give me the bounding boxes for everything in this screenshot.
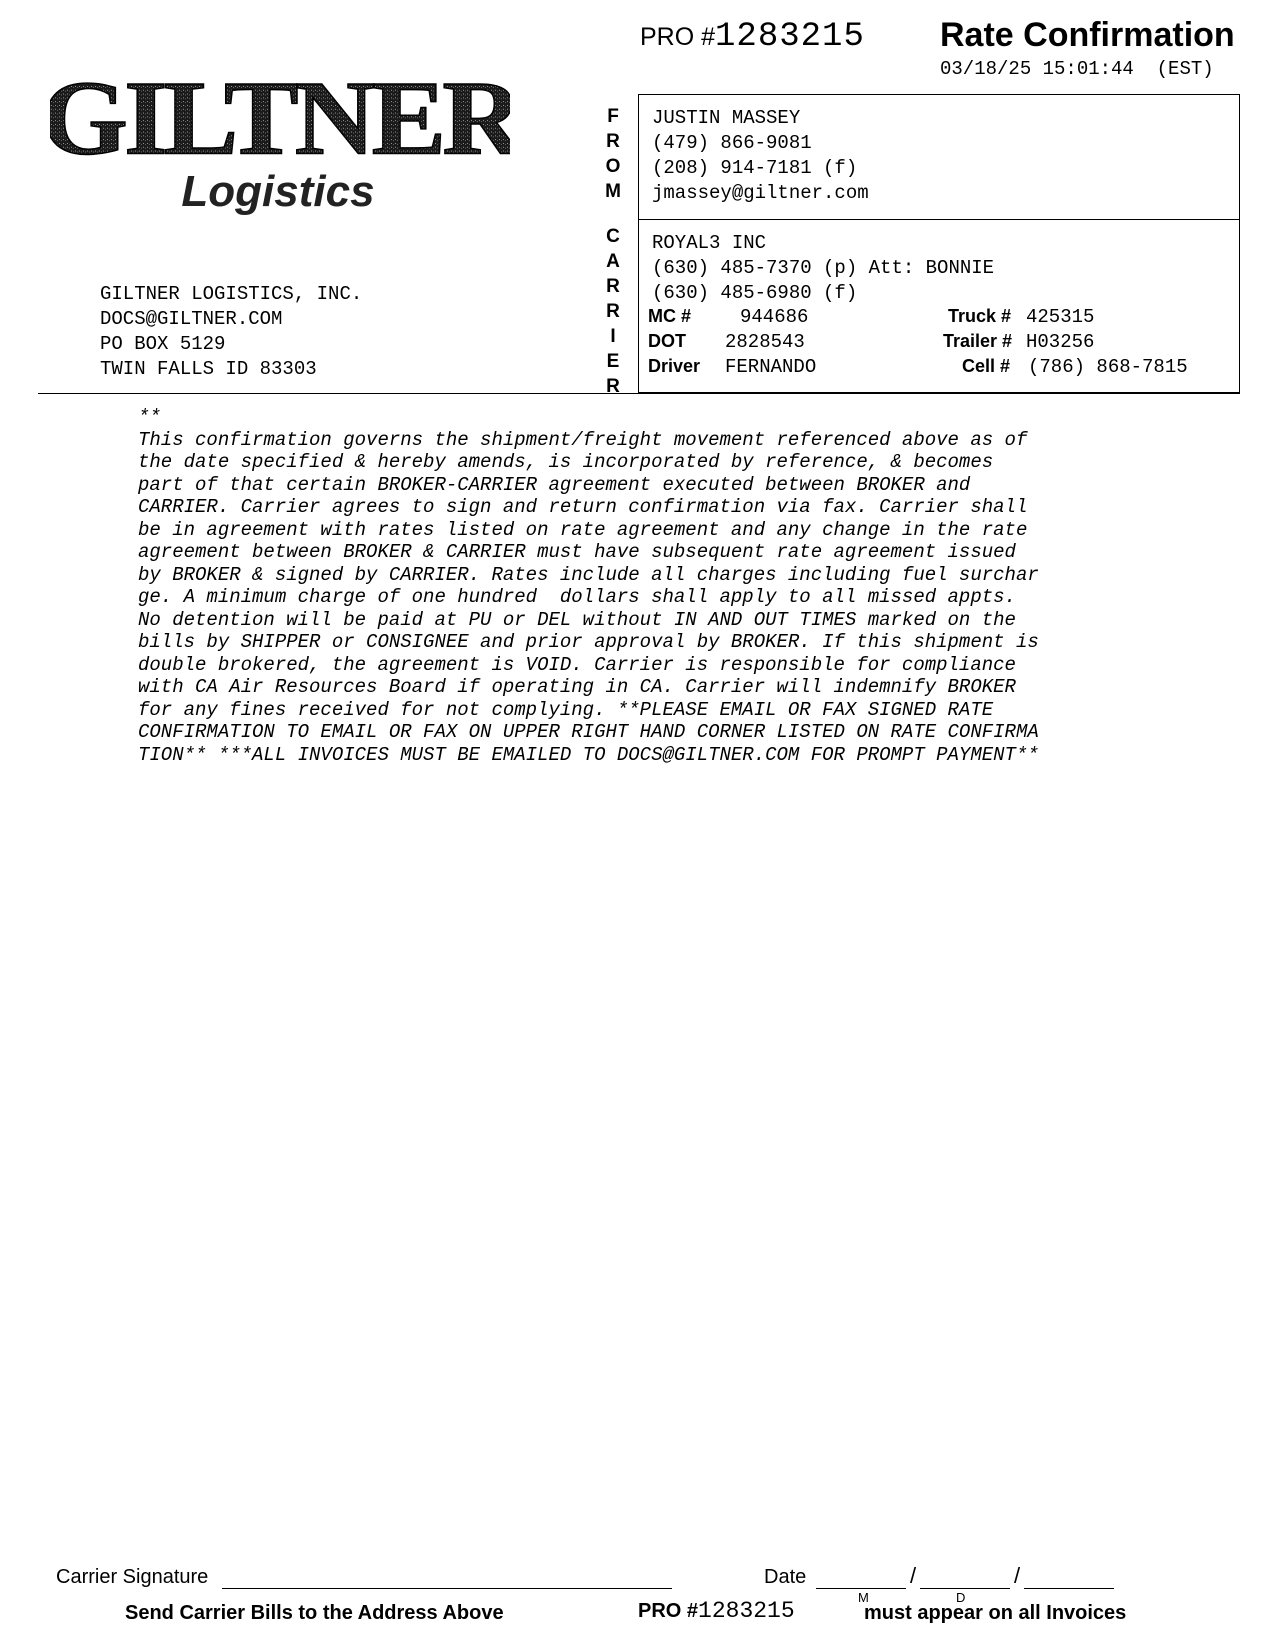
document-title: Rate Confirmation (940, 16, 1235, 54)
terms-line: agreement between BROKER & CARRIER must have subsequent rate agreement issued (138, 541, 1016, 563)
carrier-fax: (630) 485-6980 (f) (652, 282, 858, 304)
giltner-logo (50, 66, 510, 226)
truck-value-row (1026, 306, 1094, 328)
pro-number: 1283215 (715, 18, 865, 56)
from-vertical-label: F R O M (605, 106, 621, 202)
trailer-row (943, 331, 1012, 353)
truck-label: Truck # (948, 306, 1012, 326)
carrier-dot-value-row (725, 331, 805, 353)
timestamp: 03/18/25 15:01:44 (EST) (940, 58, 1214, 80)
carrier-mc-row (648, 306, 691, 328)
broker-line: DOCS@GILTNER.COM (100, 308, 283, 330)
trailer-value-row (1026, 331, 1094, 353)
giltner-logo-graphic (50, 66, 510, 226)
send-bills-text: Send Carrier Bills to the Address Above (125, 1602, 504, 1624)
from-name: JUSTIN MASSEY (652, 107, 801, 129)
carrier-name: ROYAL3 INC (652, 232, 767, 254)
terms-line: double brokered, the agreement is VOID. Carrier is responsible for compliance (138, 653, 1016, 676)
carrier-mc-value-row (740, 306, 808, 328)
date-year-line[interactable] (1024, 1588, 1114, 1589)
carrier-signature-label: Carrier Signature (56, 1566, 209, 1588)
from-fax: (208) 914-7181 (f) (652, 157, 858, 179)
carrier-block (652, 231, 994, 306)
pro-number-header (640, 18, 865, 56)
driver-value: FERNANDO (725, 356, 817, 378)
driver-label: Driver (648, 356, 701, 376)
terms-line: ** (138, 406, 161, 428)
truck-value: 425315 (1026, 306, 1095, 328)
from-block (652, 106, 869, 206)
terms-line: bills by SHIPPER or CONSIGNEE and prior approval by BROKER. If this shipment is (138, 631, 1039, 653)
carrier-vertical-label: C A R R I E R (606, 226, 620, 397)
from-phone: (479) 866-9081 (652, 132, 812, 154)
must-appear-text: must appear on all Invoices (864, 1602, 1127, 1624)
trailer-value: H03256 (1026, 331, 1095, 353)
logo-subtitle: Logistics (181, 167, 375, 216)
from-email: jmassey@giltner.com (652, 182, 869, 204)
dot-label: DOT (648, 331, 686, 351)
broker-address (100, 282, 362, 382)
terms-line: TION** ***ALL INVOICES MUST BE EMAILED TO DOCS@GILTNER.COM FOR PROMPT PAYMENT** (138, 743, 1039, 766)
mc-label: MC # (648, 306, 692, 326)
terms-line: This confirmation governs the shipment/freight movement referenced above as of (138, 428, 1028, 451)
terms-line: by BROKER & signed by CARRIER. Rates include all charges including fuel surchar (138, 563, 1039, 586)
logo-wordmark: GILTNER (50, 66, 510, 177)
day-label: D (956, 1590, 966, 1605)
terms-line: part of that certain BROKER-CARRIER agreement executed between BROKER and (138, 473, 971, 496)
cell-value: (786) 868-7815 (1028, 356, 1188, 378)
terms-text (138, 406, 1228, 766)
date-slash: / (1014, 1563, 1021, 1588)
carrier-phone: (630) 485-7370 (p) Att: BONNIE (652, 257, 995, 279)
terms-line: ge. A minimum charge of one hundred dollars shall apply to all missed appts. (138, 586, 1016, 608)
truck-row (948, 306, 1011, 328)
date-slash: / (910, 1563, 917, 1588)
terms-line: with CA Air Resources Board if operating in CA. Carrier will indemnify BROKER (138, 676, 1016, 698)
trailer-label: Trailer # (943, 331, 1013, 351)
terms-line: CONFIRMATION TO EMAIL OR FAX ON UPPER RIGHT HAND CORNER LISTED ON RATE CONFIRMA (138, 721, 1039, 743)
cell-row (962, 356, 1010, 378)
pro-number-footer-value: 1283215 (698, 1598, 795, 1624)
broker-line: GILTNER LOGISTICS, INC. (100, 283, 363, 305)
cell-value-row (1028, 356, 1188, 378)
terms-line: the date specified & hereby amends, is incorporated by reference, & becomes (138, 451, 994, 473)
carrier-driver-row (648, 356, 700, 378)
pro-label-footer: PRO # (638, 1600, 699, 1622)
dot-value: 2828543 (725, 331, 805, 353)
broker-line: PO BOX 5129 (100, 333, 226, 355)
date-month-line[interactable] (816, 1588, 906, 1589)
header-rule (38, 393, 1240, 394)
carrier-signature-line[interactable] (222, 1588, 672, 1589)
broker-line: TWIN FALLS ID 83303 (100, 358, 317, 380)
date-label: Date (764, 1566, 807, 1588)
terms-line: for any fines received for not complying. **PLEASE EMAIL OR FAX SIGNED RATE (138, 698, 994, 721)
mc-value: 944686 (740, 306, 809, 328)
box-divider (638, 219, 1240, 220)
terms-line: be in agreement with rates listed on rate agreement and any change in the rate (138, 518, 1028, 541)
month-label: M (858, 1590, 869, 1605)
terms-line: CARRIER. Carrier agrees to sign and return confirmation via fax. Carrier shall (138, 496, 1028, 518)
carrier-dot-row (648, 331, 686, 353)
cell-label: Cell # (962, 356, 1011, 376)
pro-label: PRO # (640, 23, 716, 51)
date-day-line[interactable] (920, 1588, 1010, 1589)
carrier-driver-value-row (725, 356, 816, 378)
terms-line: No detention will be paid at PU or DEL without IN AND OUT TIMES marked on the (138, 608, 1016, 631)
pro-number-footer (638, 1598, 795, 1624)
